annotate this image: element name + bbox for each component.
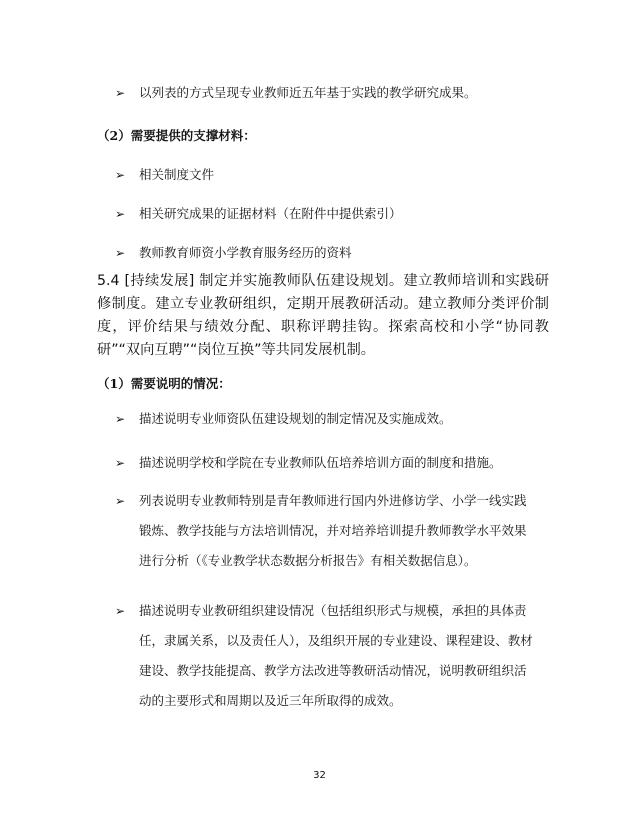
list-item-text: 以列表的方式呈现专业教师近五年基于实践的教学研究成果。 bbox=[139, 85, 477, 100]
arrow-bullet-icon: ➢ bbox=[115, 207, 126, 221]
list-item bbox=[115, 448, 535, 478]
list-item bbox=[115, 596, 535, 716]
list-item-text: 描述说明专业教研组织建设情况（包括组织形式与规模，承担的具体责任，隶属关系，以及责任人），及组织开展的专业建设、课程建设、教材建设、教学技能提高、教学方法改进等教研活动情况，说明教研组织活动的主要形式和周期以及近三年所取得的成效。 bbox=[139, 603, 533, 708]
section-text: 制定并实施教师队伍建设规划。建立教师培训和实践研修制度。建立专业教研组织，定期开展教研活动。建立教师分类评价制度，评价结果与绩效分配、职称评聘挂钩。探索高校和小学“协同教研”“双向互聘”“岗位互换”等共同发展机制。 bbox=[97, 273, 550, 358]
arrow-bullet-icon: ➢ bbox=[115, 456, 126, 470]
list-item-text: 描述说明专业师资队伍建设规划的制定情况及实施成效。 bbox=[139, 411, 452, 426]
list-item bbox=[115, 486, 535, 576]
list-item bbox=[115, 404, 535, 434]
arrow-bullet-icon: ➢ bbox=[115, 494, 126, 508]
list-item bbox=[115, 78, 535, 108]
list-item bbox=[115, 238, 535, 268]
arrow-bullet-icon: ➢ bbox=[115, 604, 126, 618]
section-tag: [持续发展] bbox=[124, 273, 195, 289]
support-materials-heading: （2）需要提供的支撑材料： bbox=[97, 128, 256, 143]
list-item bbox=[115, 160, 535, 190]
section-number: 5.4 bbox=[97, 273, 120, 289]
section-5-4 bbox=[97, 270, 549, 362]
list-item-text: 列表说明专业教师特别是青年教师进行国内外进修访学、小学一线实践锻炼、教学技能与方法培训情况，并对培养培训提升教师教学水平效果进行分析（《专业教学状态数据分析报告》有相关数据信息）。 bbox=[139, 493, 527, 568]
page-number: 32 bbox=[313, 770, 326, 781]
list-item bbox=[115, 199, 535, 229]
explain-heading: （1）需要说明的情况： bbox=[97, 376, 231, 391]
list-item-text: 描述说明学校和学院在专业教师队伍培养培训方面的制度和措施。 bbox=[139, 455, 502, 470]
arrow-bullet-icon: ➢ bbox=[115, 86, 126, 100]
list-item-text: 相关制度文件 bbox=[139, 167, 215, 182]
arrow-bullet-icon: ➢ bbox=[115, 246, 126, 260]
list-item-text: 教师教育师资小学教育服务经历的资料 bbox=[139, 245, 352, 260]
arrow-bullet-icon: ➢ bbox=[115, 412, 126, 426]
list-item-text: 相关研究成果的证据材料（在附件中提供索引） bbox=[139, 206, 402, 221]
arrow-bullet-icon: ➢ bbox=[115, 168, 126, 182]
